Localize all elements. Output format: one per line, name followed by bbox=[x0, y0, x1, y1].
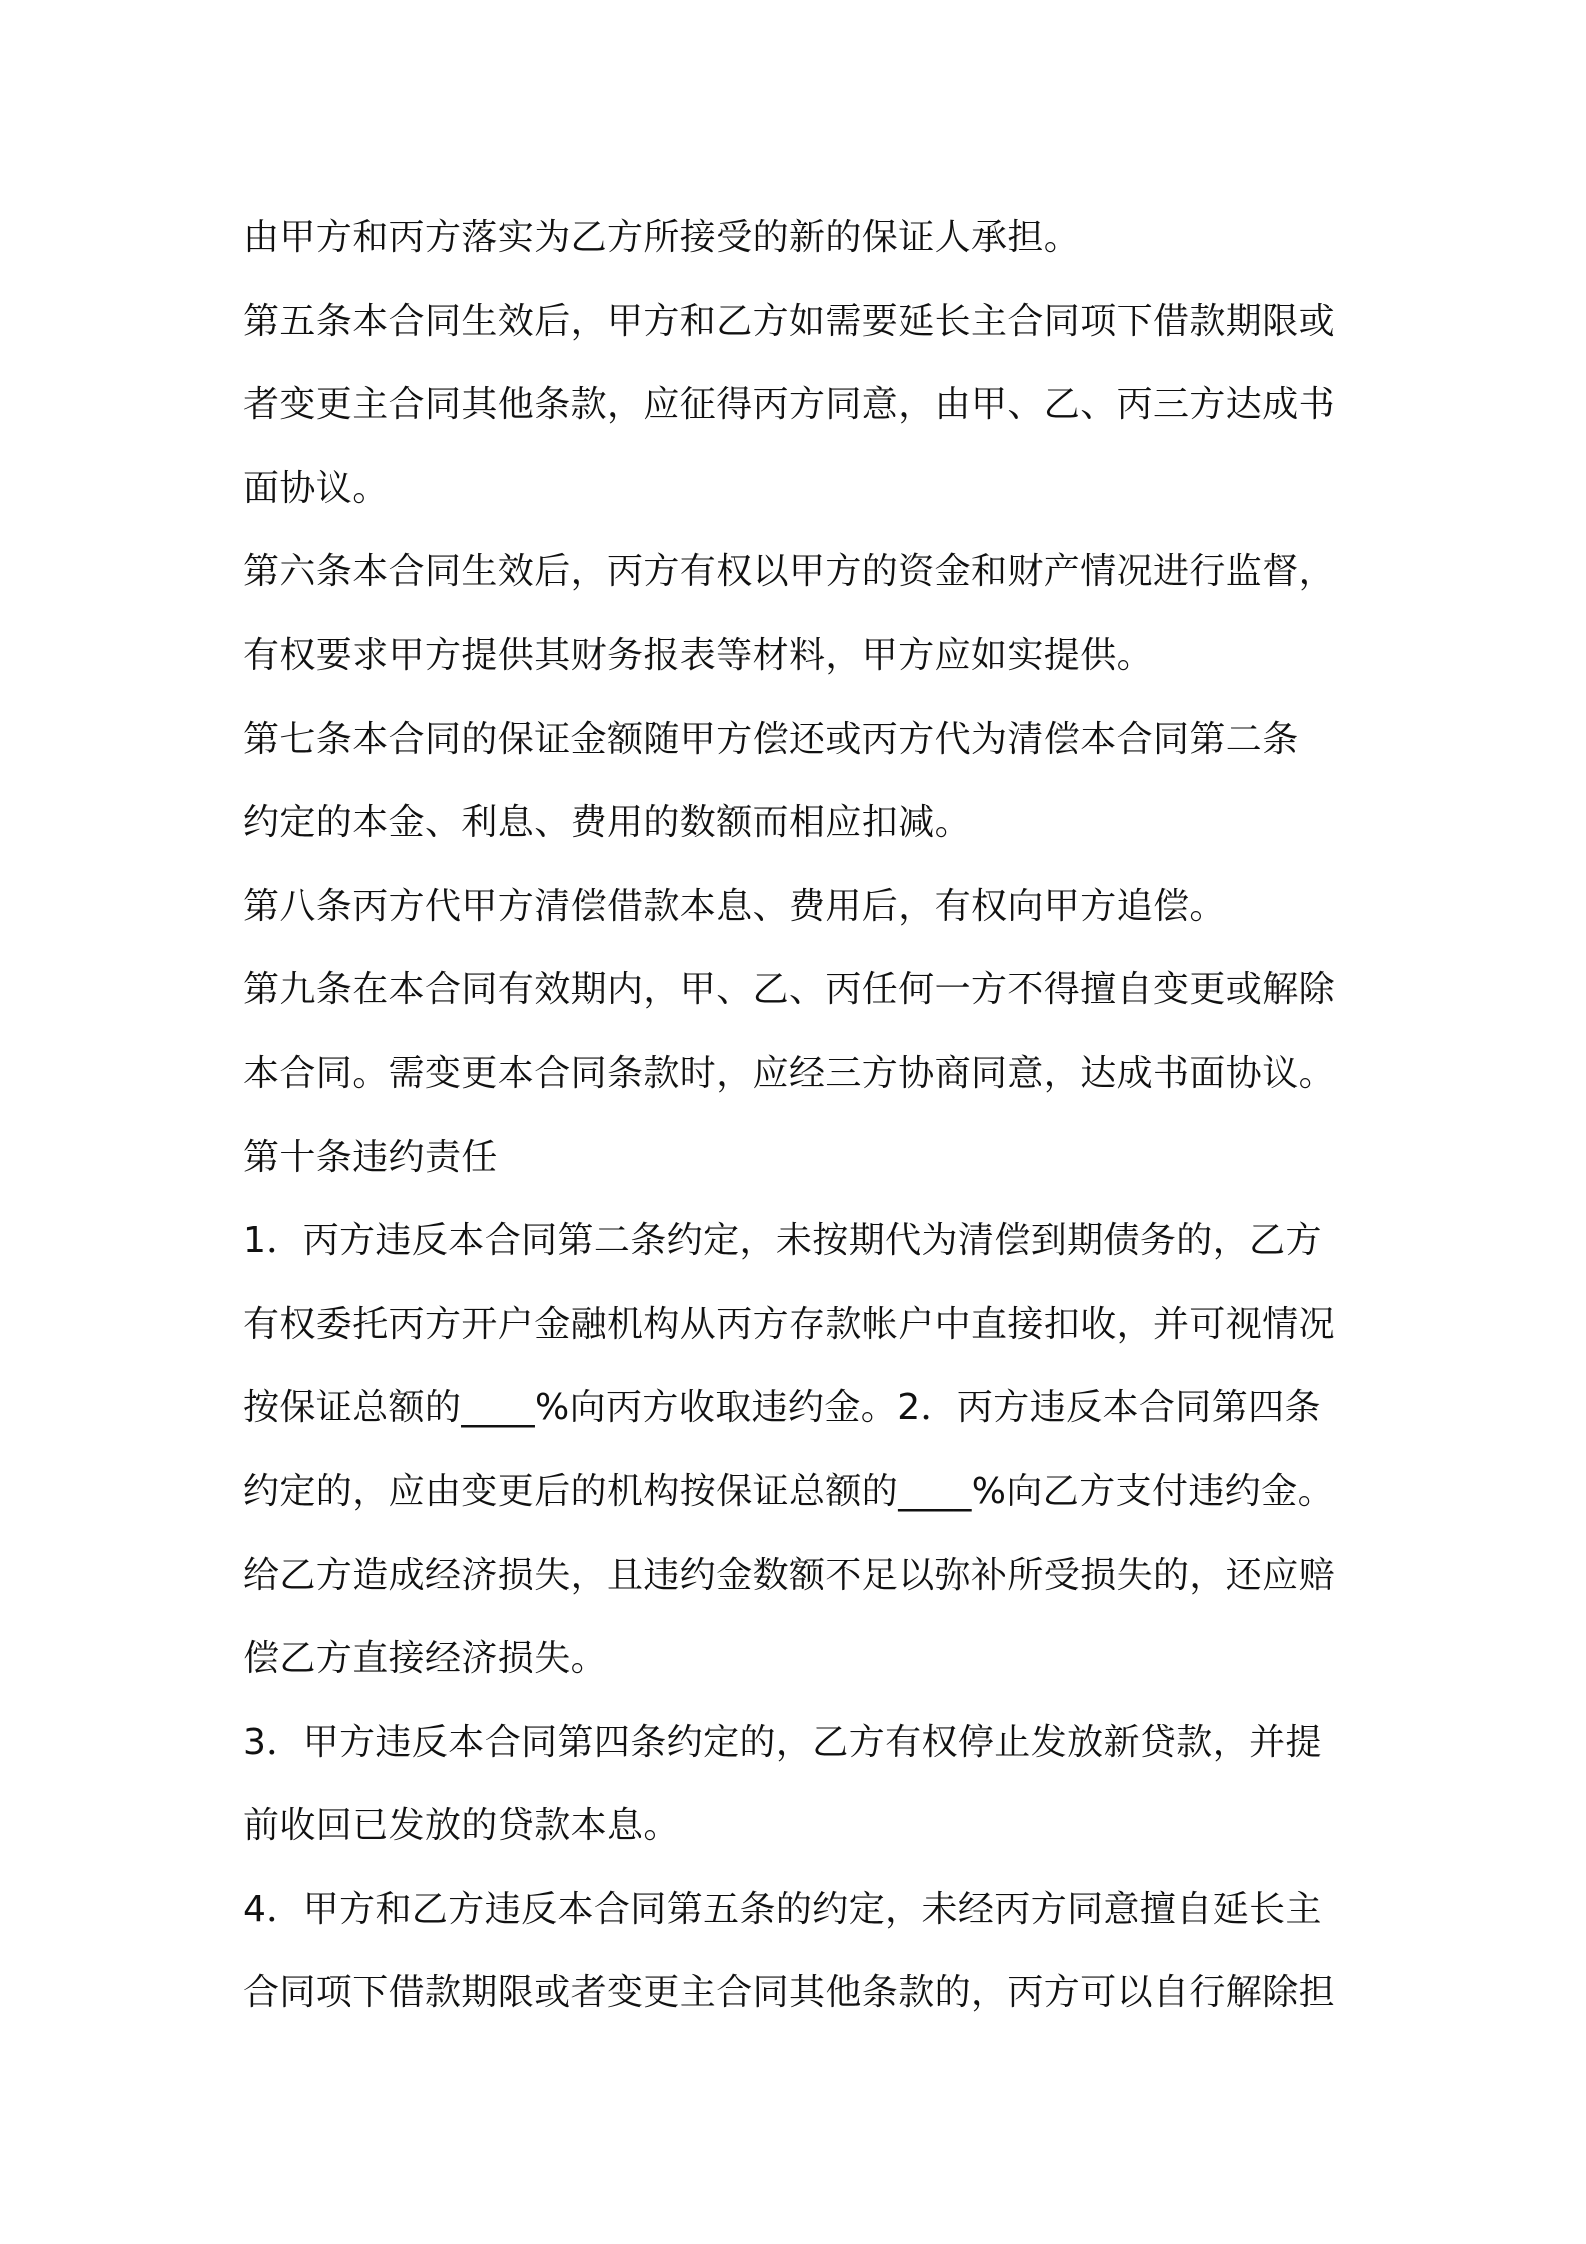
text-line: 合同项下借款期限或者变更主合同其他条款的，丙方可以自行解除担 bbox=[243, 1972, 1336, 2014]
text-line: 第八条丙方代甲方清偿借款本息、费用后，有权向甲方追偿。 bbox=[243, 885, 1226, 927]
text-line: 者变更主合同其他条款，应征得丙方同意，由甲、乙、丙三方达成书 bbox=[243, 384, 1336, 426]
contract-text bbox=[243, 196, 1363, 2035]
text-line: 约定的本金、利息、费用的数额而相应扣减。 bbox=[243, 802, 972, 844]
text-line: 面协议。 bbox=[243, 467, 389, 509]
text-line: 给乙方造成经济损失，且违约金数额不足以弥补所受损失的，还应赔 bbox=[243, 1554, 1336, 1596]
text-line: 第六条本合同生效后，丙方有权以甲方的资金和财产情况进行监督， bbox=[243, 551, 1336, 593]
text-line: 第九条在本合同有效期内，甲、乙、丙任何一方不得擅自变更或解除 bbox=[243, 969, 1336, 1011]
text-line: 约定的，应由变更后的机构按保证总额的____%向乙方支付违约金。 bbox=[243, 1470, 1335, 1512]
text-line: 第五条本合同生效后，甲方和乙方如需要延长主合同项下借款期限或 bbox=[243, 300, 1336, 342]
text-line: 由甲方和丙方落实为乙方所接受的新的保证人承担。 bbox=[243, 217, 1081, 258]
text-line: 有权委托丙方开户金融机构从丙方存款帐户中直接扣收，并可视情况 bbox=[243, 1303, 1336, 1345]
text-line: 本合同。需变更本合同条款时，应经三方协商同意，达成书面协议。 bbox=[243, 1052, 1336, 1094]
section-heading: 第十条违约责任 bbox=[243, 1136, 498, 1178]
text-line: 1．丙方违反本合同第二条约定，未按期代为清偿到期债务的，乙方 bbox=[243, 1220, 1322, 1262]
text-line: 第七条本合同的保证金额随甲方偿还或丙方代为清偿本合同第二条 bbox=[243, 718, 1299, 760]
text-line: 偿乙方直接经济损失。 bbox=[243, 1638, 608, 1680]
text-line: 有权要求甲方提供其财务报表等材料，甲方应如实提供。 bbox=[243, 634, 1154, 676]
text-line: 4．甲方和乙方违反本合同第五条的约定，未经丙方同意擅自延长主 bbox=[243, 1888, 1322, 1930]
text-line: 前收回已发放的贷款本息。 bbox=[243, 1805, 680, 1847]
text-line: 按保证总额的____%向丙方收取违约金。2．丙方违反本合同第四条 bbox=[243, 1387, 1321, 1429]
text-line: 3．甲方违反本合同第四条约定的，乙方有权停止发放新贷款，并提 bbox=[243, 1721, 1322, 1763]
